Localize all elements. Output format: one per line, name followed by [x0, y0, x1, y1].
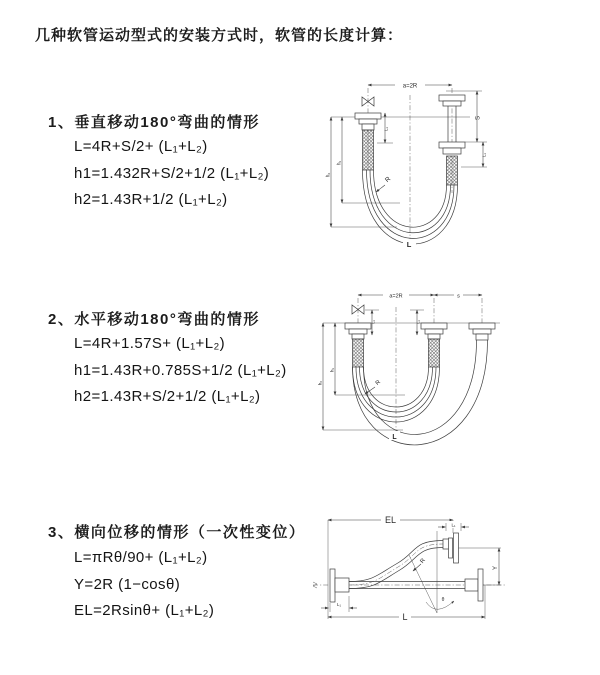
diagram-horizontal-180-bend	[315, 285, 510, 455]
d2-label-l1-mid: L₁	[415, 320, 421, 324]
section-2-heading: 2、水平移动180°弯曲的情形	[48, 311, 260, 328]
page-title: 几种软管运动型式的安装方式时，软管的长度计算：	[35, 27, 404, 44]
d1-label-r: R	[383, 175, 393, 185]
d3-hose-drawing	[313, 533, 505, 602]
d2-label-h1: h₁	[329, 367, 335, 373]
d3-label-r: R	[419, 557, 427, 565]
d3-label-l1-bottom: L₁	[336, 602, 342, 607]
d3-label-y: Y	[493, 565, 499, 571]
section-2-formula-L: L=4R+1.57S+ (L₁+L₂)	[74, 335, 226, 352]
d1-centerlines	[368, 88, 452, 247]
d3-label-l1-top: L₁	[451, 522, 456, 528]
d3-dimension-lines	[321, 520, 501, 619]
section-2-formula-h2: h2=1.43R+S/2+1/2 (L₁+L₂)	[74, 388, 261, 405]
d1-label-l1-left: L₁	[383, 126, 389, 132]
d2-label-a2r: a=2R	[389, 293, 403, 300]
section-1-formula-L: L=4R+S/2+ (L₁+L₂)	[74, 138, 208, 155]
d1-label-h1: h₁	[336, 160, 343, 166]
d2-label-l1-left: L₁	[370, 320, 376, 324]
d3-label-theta: θ	[441, 597, 445, 603]
d1-label-h2: h₂	[325, 172, 332, 178]
d1-dimension-lines	[331, 85, 487, 227]
section-1-formula-h2: h2=1.43R+1/2 (L₁+L₂)	[74, 191, 228, 208]
d2-dimension-labels	[318, 291, 464, 442]
section-3-formula-L: L=πRθ/90+ (L₁+L₂)	[74, 549, 208, 566]
section-1-formula-h1: h1=1.432R+S/2+1/2 (L₁+L₂)	[74, 165, 270, 182]
diagram-vertical-180-bend	[315, 75, 500, 253]
d1-label-l: L	[406, 240, 412, 249]
d1-label-l1-right: L₁	[481, 152, 487, 158]
d2-dimension-lines	[323, 295, 500, 430]
d3-dimension-labels	[337, 514, 499, 622]
d1-label-s: S	[475, 115, 482, 121]
d2-label-h2: h₂	[317, 380, 323, 386]
section-3-formula-EL: EL=2Rsinθ+ (L₁+L₂)	[74, 602, 215, 619]
d2-label-r: R	[374, 379, 382, 387]
d2-label-l: L	[392, 434, 397, 441]
d2-label-s: s	[457, 293, 460, 300]
diagram-lateral-displacement	[305, 505, 520, 635]
d1-dimension-labels	[326, 81, 487, 250]
section-1-heading: 1、垂直移动180°弯曲的情形	[48, 114, 260, 131]
d3-label-el: EL	[384, 515, 397, 525]
section-3-heading: 3、横向位移的情形（一次性变位）	[48, 524, 306, 541]
d2-hose-drawing	[345, 323, 495, 445]
d3-label-l: L	[402, 612, 408, 622]
section-2-formula-h1: h1=1.43R+0.785S+1/2 (L₁+L₂)	[74, 362, 287, 379]
section-3-formula-Y: Y=2R (1−cosθ)	[74, 576, 181, 593]
d1-label-a2r: a=2R	[402, 83, 418, 90]
